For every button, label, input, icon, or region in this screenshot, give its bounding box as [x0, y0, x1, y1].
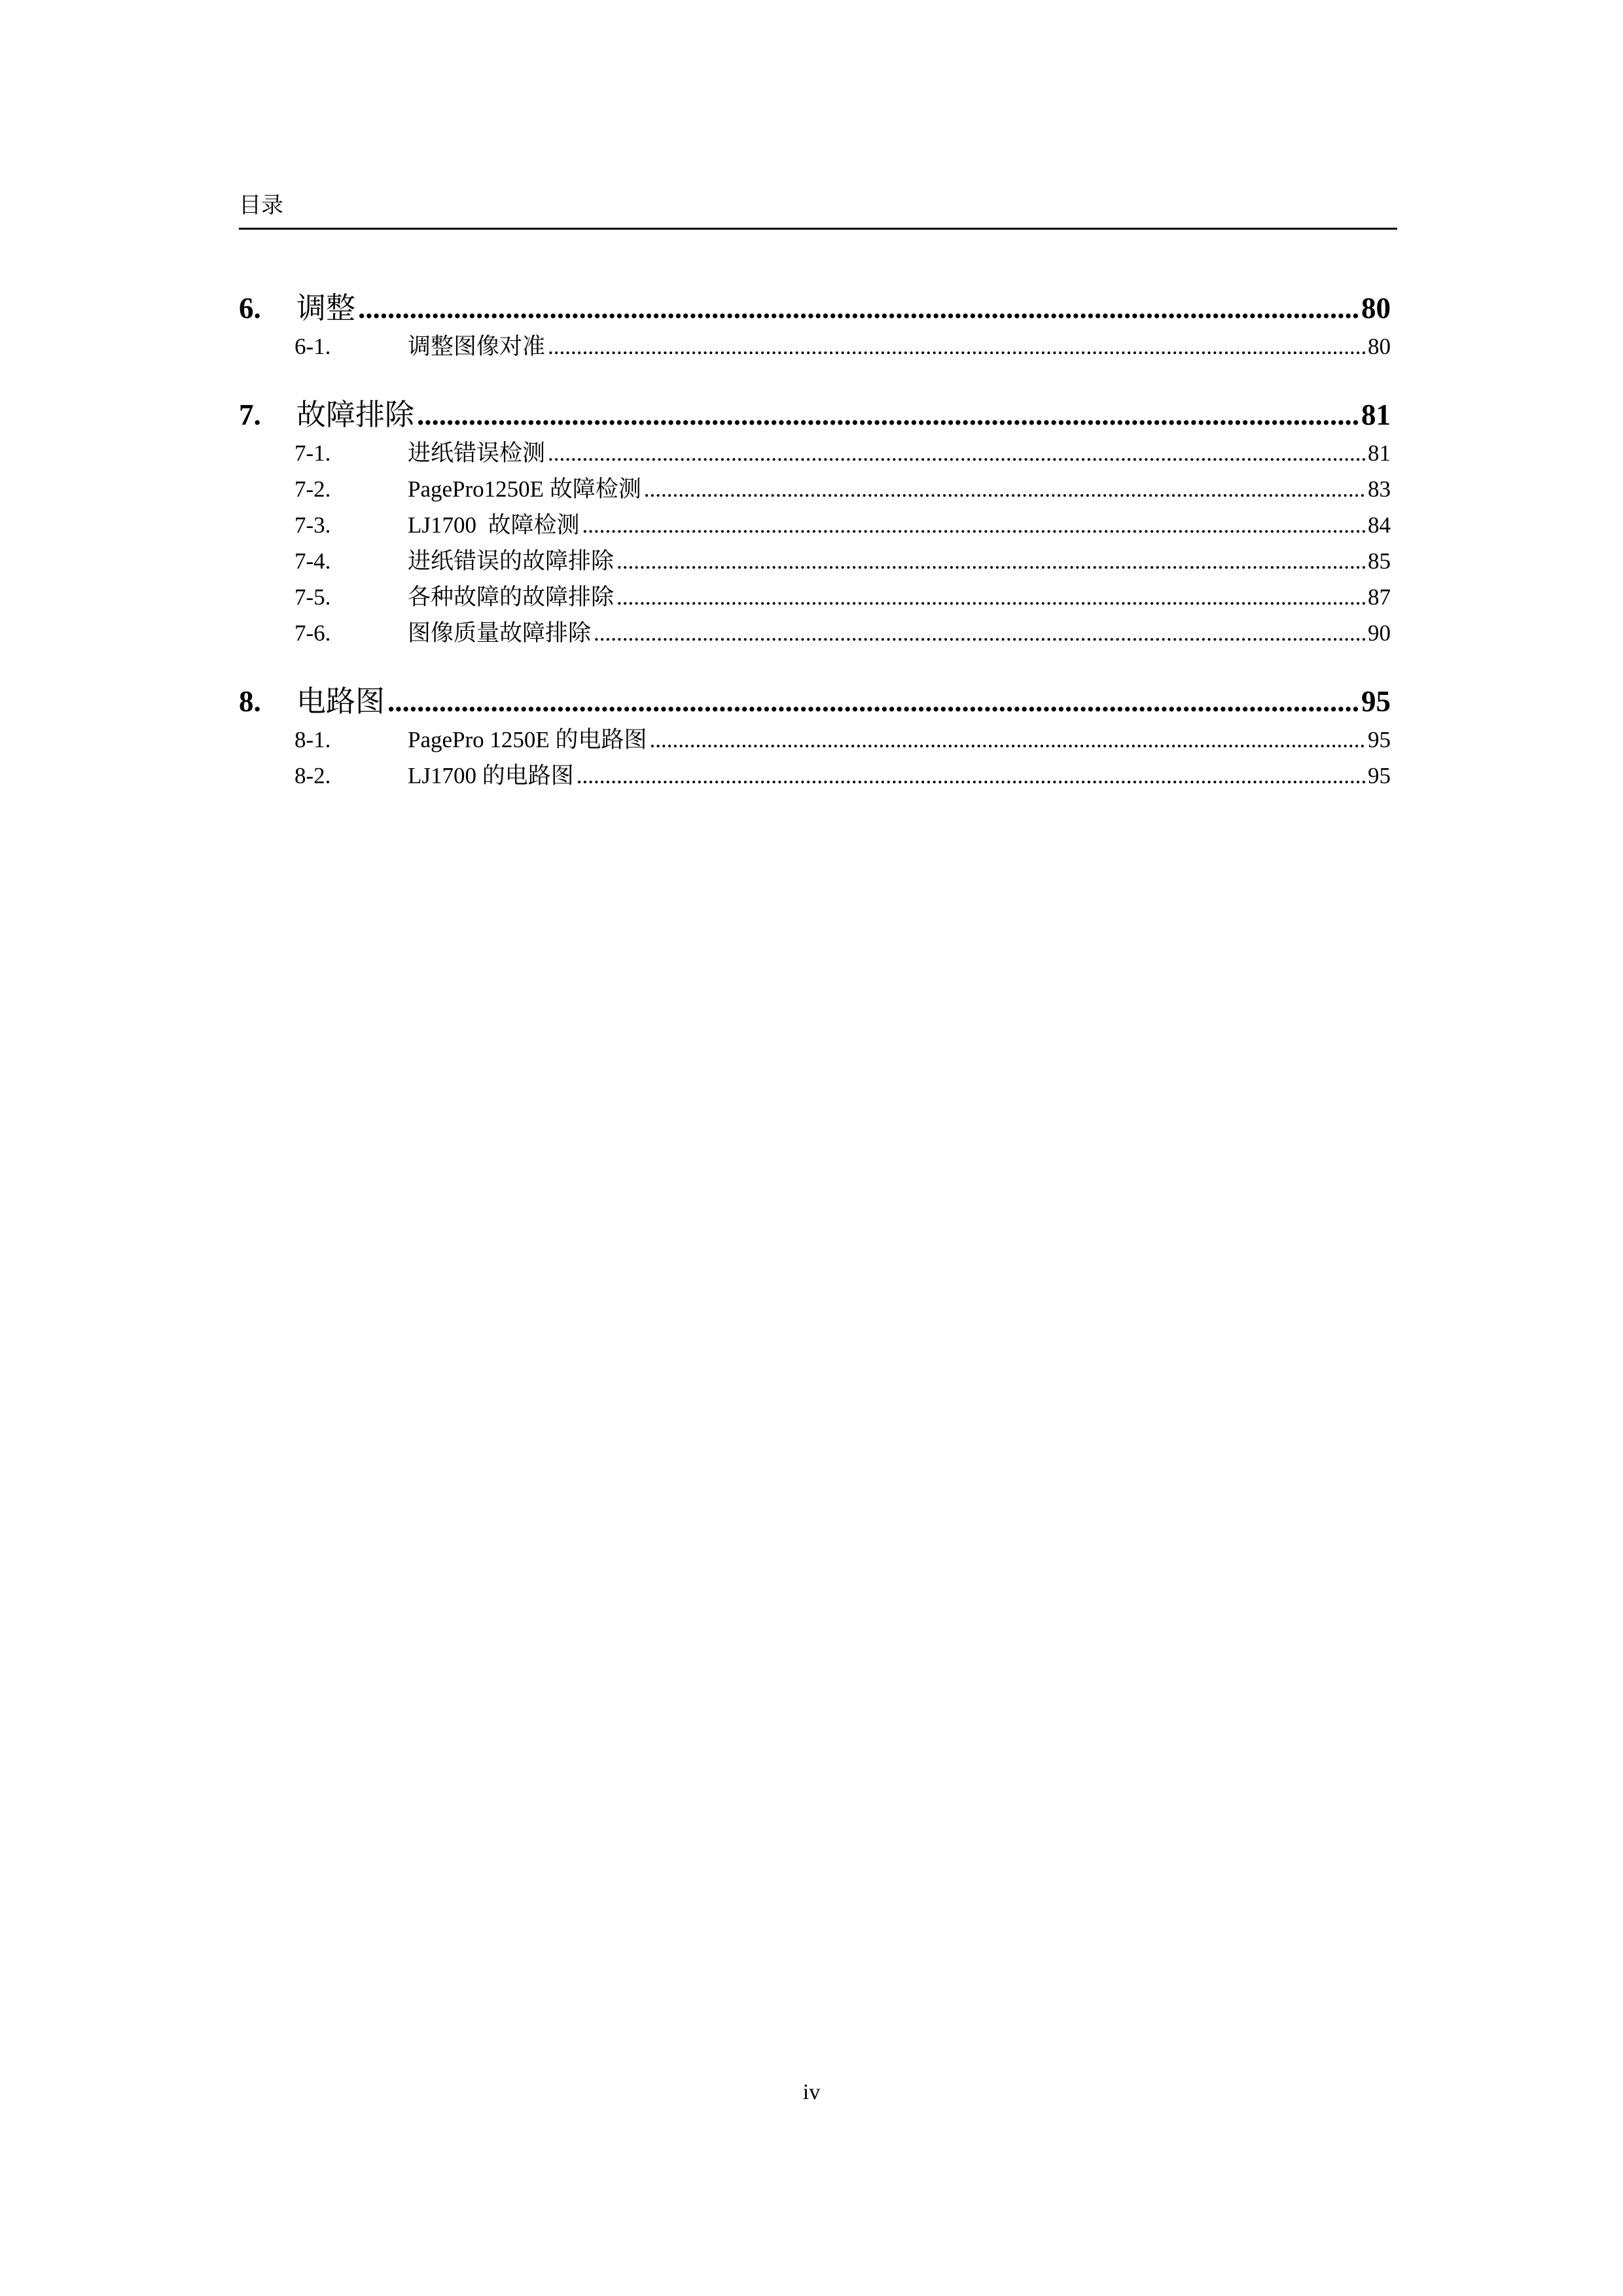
toc-section-6 — [239, 288, 1391, 364]
toc-leader-dots — [577, 758, 1365, 794]
toc-chapter-title: 调整 — [296, 292, 356, 325]
toc-chapter-title: 故障排除 — [296, 398, 415, 431]
toc-entry[interactable] — [239, 435, 1391, 471]
toc-entry-number: 8-2. — [294, 763, 331, 788]
toc-chapter-number: 6. — [239, 292, 261, 325]
toc-entry-number: 6-1. — [294, 334, 331, 359]
toc-leader-dots — [358, 288, 1359, 328]
toc-entry-number: 7-6. — [294, 620, 331, 646]
toc-section-7 — [239, 395, 1391, 651]
toc-entry[interactable] — [239, 471, 1391, 507]
toc-entry-number: 7-4. — [294, 548, 331, 574]
toc-entry-page: 87 — [1368, 584, 1391, 610]
toc-entry-page: 95 — [1368, 727, 1391, 752]
toc-entry-title: 各种故障的故障排除 — [408, 584, 615, 610]
toc-entry-page: 83 — [1368, 476, 1391, 502]
page-number: iv — [802, 2080, 821, 2104]
toc-leader-dots — [594, 615, 1365, 651]
toc-section-8 — [239, 681, 1391, 794]
toc-leader-dots — [582, 507, 1365, 543]
toc-entry-title: LJ1700 故障检测 — [408, 512, 580, 538]
toc-entry[interactable] — [239, 328, 1391, 364]
table-of-contents — [239, 288, 1391, 824]
toc-entry-number: 7-1. — [294, 440, 331, 466]
toc-chapter[interactable] — [239, 681, 1391, 722]
toc-chapter-page: 95 — [1361, 685, 1391, 718]
toc-entry-page: 81 — [1368, 440, 1391, 466]
toc-entry-title: 进纸错误的故障排除 — [408, 548, 615, 574]
page-header — [239, 188, 1397, 230]
toc-entry[interactable] — [239, 758, 1391, 794]
toc-entry-number: 8-1. — [294, 727, 331, 752]
toc-chapter-page: 81 — [1361, 398, 1391, 431]
toc-leader-dots — [644, 471, 1365, 507]
toc-entry-title: 图像质量故障排除 — [408, 620, 592, 646]
toc-entry-page: 80 — [1368, 334, 1391, 359]
toc-chapter[interactable] — [239, 395, 1391, 435]
toc-entry-number: 7-5. — [294, 584, 331, 610]
toc-leader-dots — [616, 543, 1365, 579]
toc-chapter-number: 7. — [239, 398, 261, 431]
toc-entry-title: LJ1700 的电路图 — [408, 763, 574, 788]
toc-entry-page: 95 — [1368, 763, 1391, 788]
toc-entry-title: PagePro1250E 故障检测 — [408, 476, 641, 502]
toc-chapter-page: 80 — [1361, 292, 1391, 325]
toc-entry[interactable] — [239, 507, 1391, 543]
toc-chapter[interactable] — [239, 288, 1391, 328]
toc-entry[interactable] — [239, 722, 1391, 758]
toc-leader-dots — [387, 681, 1359, 722]
toc-entry[interactable] — [239, 543, 1391, 579]
toc-chapter-number: 8. — [239, 685, 261, 718]
toc-chapter-title: 电路图 — [296, 685, 385, 718]
toc-entry[interactable] — [239, 579, 1391, 615]
toc-entry-title: PagePro 1250E 的电路图 — [408, 727, 647, 752]
toc-leader-dots — [650, 722, 1365, 758]
toc-entry-page: 84 — [1368, 512, 1391, 538]
toc-leader-dots — [548, 435, 1365, 471]
toc-entry-page: 85 — [1368, 548, 1391, 574]
toc-entry-title: 进纸错误检测 — [408, 440, 546, 466]
toc-entry[interactable] — [239, 615, 1391, 651]
toc-entry-number: 7-3. — [294, 512, 331, 538]
toc-entry-number: 7-2. — [294, 476, 331, 502]
toc-leader-dots — [417, 395, 1359, 435]
header-rule — [239, 228, 1397, 230]
toc-leader-dots — [548, 328, 1365, 364]
toc-entry-title: 调整图像对准 — [408, 334, 546, 359]
toc-entry-page: 90 — [1368, 620, 1391, 646]
toc-leader-dots — [616, 579, 1365, 615]
header-title: 目录 — [239, 194, 283, 218]
